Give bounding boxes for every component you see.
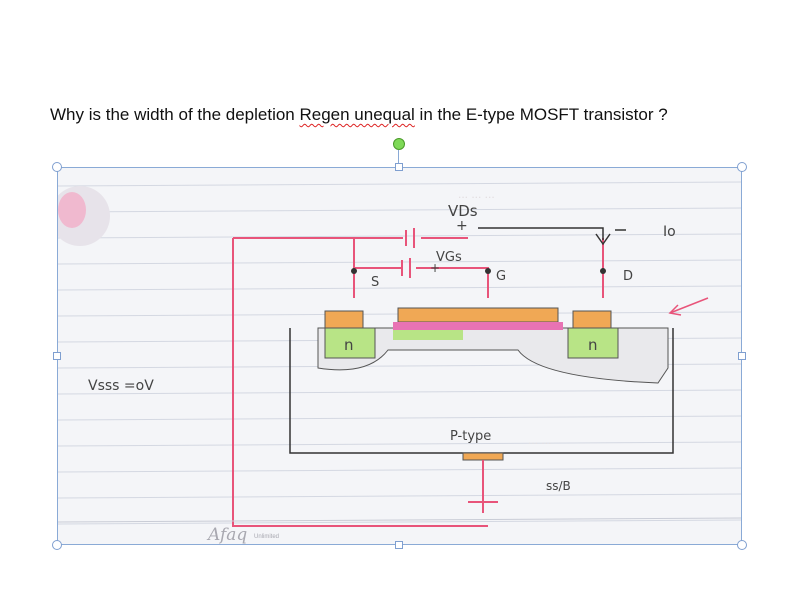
resize-handle-left[interactable] — [53, 352, 61, 360]
drain-label: D — [623, 269, 634, 284]
gate-label: G — [496, 269, 507, 284]
resize-handle-right[interactable] — [738, 352, 746, 360]
source-label: S — [371, 275, 380, 290]
n-right-label: n — [588, 336, 598, 354]
vds-label: VDs — [448, 202, 478, 220]
resize-handle-bottom-left[interactable] — [52, 540, 62, 550]
question-part-2: in the E-type MOSFT transistor ? — [414, 105, 668, 124]
drain-current-label: Io — [663, 224, 676, 240]
vgs-plus: + — [430, 261, 441, 275]
vgs-label: VGs — [436, 250, 462, 265]
resize-handle-bottom-right[interactable] — [737, 540, 747, 550]
misspelled-word: Regen unequal — [299, 105, 415, 124]
resize-handle-top[interactable] — [395, 163, 403, 171]
resize-handle-bottom[interactable] — [395, 541, 403, 549]
substrate-label: P-type — [450, 429, 492, 444]
resize-handle-top-left[interactable] — [52, 162, 62, 172]
svg-text:... ...: ... ... — [528, 433, 552, 447]
watermark-logo: Afaq — [208, 525, 248, 544]
vds-plus: + — [456, 218, 468, 234]
rotation-handle[interactable] — [393, 138, 405, 150]
svg-text:... ... ...: ... ... ... — [458, 187, 495, 201]
resize-handle-top-right[interactable] — [737, 162, 747, 172]
question-text — [50, 105, 790, 125]
ss-b-label: ss/B — [546, 479, 571, 493]
vss-label: Vsss =oV — [88, 378, 154, 394]
image-selection-frame — [57, 167, 742, 545]
question-part-1: Why is the width of the depletion — [50, 105, 300, 124]
watermark-small: Unlimited — [254, 534, 280, 540]
n-left-label: n — [344, 336, 354, 354]
